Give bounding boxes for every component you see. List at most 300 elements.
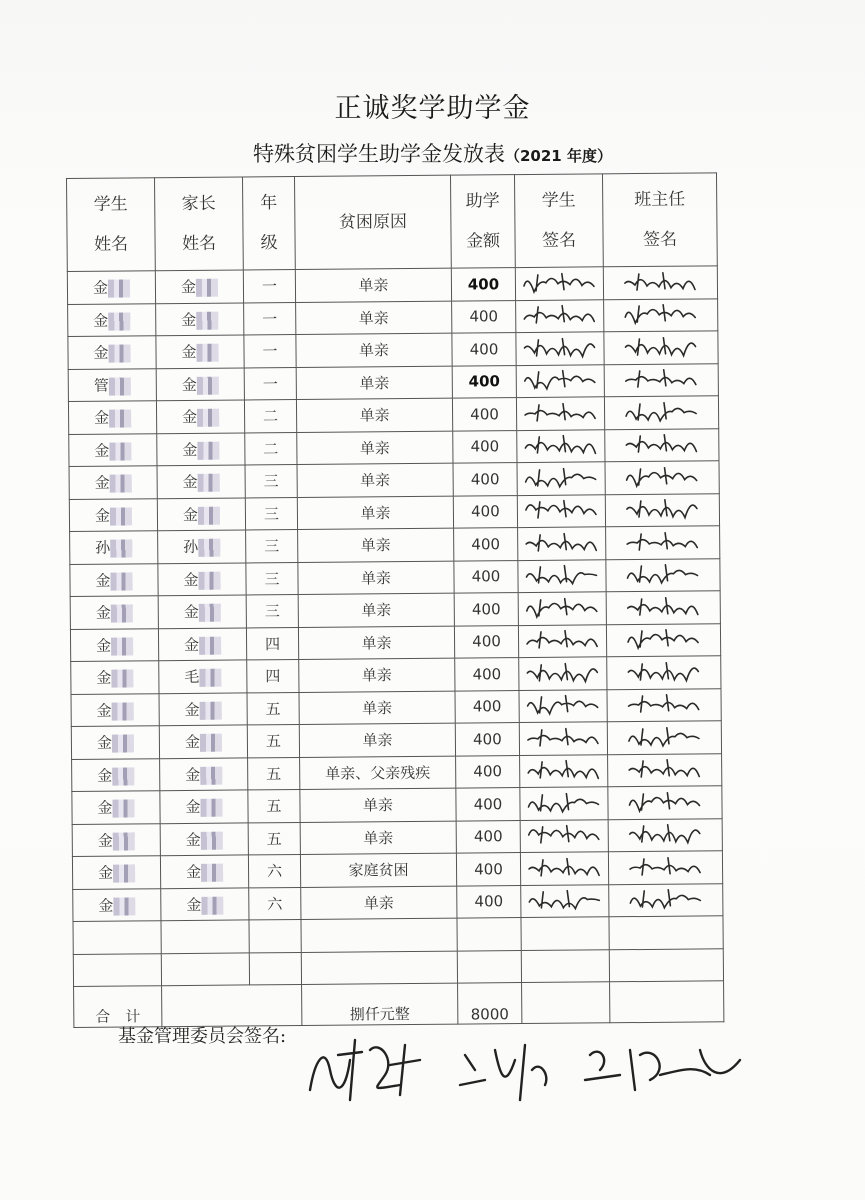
student-name-cell-text: 管 bbox=[93, 376, 109, 395]
redaction-mosaic bbox=[112, 767, 134, 785]
column-header-text: 家长 bbox=[181, 193, 216, 214]
grade-cell-text: 四 bbox=[264, 634, 281, 654]
poverty-reason-cell bbox=[298, 626, 454, 660]
student-signature-cell bbox=[520, 754, 608, 787]
aid-amount-cell bbox=[452, 300, 516, 333]
aid-amount-cell bbox=[456, 853, 520, 886]
aid-amount-cell bbox=[452, 365, 516, 398]
parent-name-cell-text: 金 bbox=[184, 733, 201, 752]
grade-cell-text: 一 bbox=[262, 309, 278, 329]
empty-cell bbox=[73, 921, 161, 954]
parent-name-cell-text: 金 bbox=[185, 798, 201, 817]
redaction-mosaic bbox=[196, 344, 218, 362]
teacher-signature-cell bbox=[608, 786, 722, 819]
empty-cell bbox=[609, 948, 723, 981]
redaction-mosaic bbox=[198, 571, 220, 589]
aid-amount-cell bbox=[456, 820, 520, 853]
column-header bbox=[294, 175, 451, 269]
aid-amount-cell bbox=[452, 333, 516, 366]
poverty-reason-cell-text: 家庭贫困 bbox=[348, 861, 409, 880]
parent-name-cell bbox=[158, 530, 246, 563]
redaction-mosaic bbox=[111, 605, 133, 623]
redaction-mosaic bbox=[110, 507, 132, 525]
poverty-reason-cell bbox=[296, 398, 452, 432]
empty-cell bbox=[249, 919, 301, 952]
student-signature-cell bbox=[517, 462, 605, 495]
grade-cell bbox=[244, 302, 296, 335]
handwritten-signature bbox=[621, 560, 705, 587]
student-name-cell bbox=[69, 466, 157, 499]
teacher-signature-cell bbox=[604, 331, 718, 364]
handwritten-signature bbox=[623, 755, 707, 782]
student-signature-cell bbox=[519, 722, 607, 755]
grade-cell bbox=[245, 464, 297, 497]
column-header bbox=[155, 177, 244, 271]
parent-name-cell bbox=[159, 725, 247, 758]
student-signature-cell bbox=[519, 657, 607, 690]
teacher-signature-cell bbox=[606, 623, 720, 656]
handwritten-signature bbox=[620, 495, 704, 522]
handwritten-signature bbox=[518, 333, 602, 360]
grade-cell bbox=[247, 724, 299, 757]
student-name-cell-text: 金 bbox=[97, 831, 113, 850]
student-name-cell-text: 金 bbox=[98, 896, 114, 915]
poverty-reason-cell-text: 单亲、父亲残疾 bbox=[325, 763, 431, 783]
aid-amount-cell-text: 400 bbox=[472, 664, 502, 684]
student-name-cell bbox=[68, 303, 156, 336]
parent-name-cell-text: 金 bbox=[182, 440, 198, 459]
teacher-signature-cell bbox=[608, 753, 722, 786]
student-signature-cell bbox=[520, 852, 608, 885]
aid-amount-cell-text: 400 bbox=[469, 307, 499, 326]
poverty-reason-cell bbox=[296, 333, 452, 367]
handwritten-signature bbox=[522, 756, 606, 783]
poverty-reason-cell-text: 单亲 bbox=[360, 536, 391, 555]
total-amount-words-cell-text: 捌仟元整 bbox=[349, 1005, 410, 1024]
redaction-mosaic bbox=[110, 540, 132, 558]
redaction-mosaic bbox=[108, 345, 130, 363]
redaction-mosaic bbox=[200, 766, 222, 784]
poverty-reason-cell-text: 单亲 bbox=[363, 893, 394, 913]
grade-cell-text: 一 bbox=[262, 342, 278, 361]
poverty-reason-cell-text: 单亲 bbox=[360, 471, 391, 490]
redaction-mosaic bbox=[110, 572, 132, 590]
redaction-mosaic bbox=[110, 475, 132, 493]
student-signature-cell bbox=[516, 299, 604, 332]
parent-name-cell bbox=[158, 627, 246, 660]
handwritten-signature bbox=[519, 496, 603, 523]
column-header-text: 级 bbox=[260, 233, 278, 254]
redaction-mosaic bbox=[197, 409, 219, 427]
grade-cell bbox=[249, 887, 301, 920]
handwritten-signature bbox=[519, 463, 603, 490]
handwritten-signature bbox=[619, 365, 703, 392]
parent-name-cell-text: 金 bbox=[185, 830, 201, 849]
handwritten-signature bbox=[622, 690, 706, 717]
document-subtitle bbox=[0, 138, 865, 168]
total-amount-cell bbox=[458, 983, 522, 1025]
poverty-reason-cell bbox=[297, 463, 453, 497]
redaction-mosaic bbox=[111, 637, 133, 655]
grade-cell bbox=[244, 399, 296, 432]
parent-name-cell-text: 金 bbox=[184, 700, 200, 719]
parent-name-cell bbox=[157, 465, 245, 498]
column-header bbox=[450, 175, 515, 269]
redaction-mosaic bbox=[197, 376, 219, 394]
parent-name-cell bbox=[161, 887, 249, 920]
teacher-signature-cell bbox=[603, 266, 717, 299]
poverty-reason-cell bbox=[298, 561, 454, 595]
teacher-signature-cell bbox=[609, 883, 723, 916]
redaction-mosaic bbox=[199, 636, 221, 654]
teacher-signature-cell bbox=[608, 818, 722, 851]
redaction-mosaic bbox=[201, 864, 223, 882]
column-header bbox=[602, 173, 717, 267]
parent-name-cell-text: 金 bbox=[181, 375, 197, 394]
teacher-signature-cell bbox=[607, 721, 721, 754]
redaction-mosaic bbox=[198, 539, 220, 557]
handwritten-signature bbox=[621, 527, 705, 554]
parent-name-cell bbox=[160, 790, 248, 823]
parent-name-cell-text: 金 bbox=[183, 570, 199, 589]
aid-amount-cell bbox=[455, 658, 519, 691]
parent-name-cell bbox=[159, 660, 247, 693]
total-empty-cell bbox=[610, 981, 724, 1023]
student-name-cell bbox=[70, 563, 158, 596]
redaction-mosaic bbox=[198, 474, 220, 492]
total-amount-words-cell bbox=[302, 983, 458, 1025]
parent-name-cell-text: 金 bbox=[186, 895, 202, 914]
handwritten-signature bbox=[623, 852, 707, 879]
poverty-reason-cell bbox=[298, 593, 454, 627]
column-header-text: 签名 bbox=[642, 229, 678, 250]
redaction-mosaic bbox=[113, 897, 135, 915]
handwritten-signature bbox=[523, 886, 607, 913]
redaction-mosaic bbox=[112, 800, 134, 818]
student-name-cell bbox=[71, 693, 159, 726]
poverty-reason-cell bbox=[295, 268, 451, 302]
student-name-cell bbox=[68, 401, 156, 434]
grade-cell-text: 六 bbox=[266, 862, 283, 881]
student-name-cell-text: 金 bbox=[94, 506, 111, 525]
poverty-reason-cell-text: 单亲 bbox=[358, 308, 389, 328]
student-name-cell-text: 金 bbox=[94, 473, 110, 493]
redaction-mosaic bbox=[199, 604, 221, 622]
aid-amount-cell bbox=[454, 560, 518, 593]
student-name-cell bbox=[69, 433, 157, 466]
parent-name-cell bbox=[156, 367, 244, 400]
student-name-cell bbox=[67, 271, 155, 304]
aid-amount-cell bbox=[457, 885, 521, 918]
handwritten-signature bbox=[623, 820, 707, 847]
redaction-mosaic bbox=[111, 670, 133, 688]
aid-amount-cell bbox=[454, 593, 518, 626]
redaction-mosaic bbox=[201, 831, 223, 849]
teacher-signature-cell bbox=[606, 558, 720, 591]
parent-name-cell bbox=[155, 270, 243, 303]
parent-name-cell-text: 金 bbox=[182, 505, 199, 524]
student-name-cell bbox=[68, 368, 156, 401]
poverty-reason-cell-text: 单亲 bbox=[360, 568, 392, 588]
empty-cell bbox=[457, 918, 521, 951]
student-name-cell bbox=[72, 856, 160, 889]
grade-cell bbox=[248, 822, 300, 855]
poverty-reason-cell-text: 单亲 bbox=[362, 796, 394, 815]
parent-name-cell bbox=[156, 302, 244, 335]
handwritten-signature bbox=[520, 561, 604, 588]
aid-amount-cell-text: 400 bbox=[473, 729, 502, 749]
redaction-mosaic bbox=[196, 311, 218, 329]
student-signature-cell bbox=[520, 787, 608, 820]
aid-distribution-table bbox=[66, 172, 724, 1028]
poverty-reason-cell-text: 单亲 bbox=[363, 828, 394, 848]
student-signature-cell bbox=[518, 592, 606, 625]
subtitle-year: （2021 年度） bbox=[505, 147, 612, 165]
aid-amount-cell-text: 400 bbox=[467, 274, 500, 294]
parent-name-cell-text: 金 bbox=[182, 473, 198, 492]
aid-amount-cell-text: 400 bbox=[471, 567, 501, 586]
handwritten-signature bbox=[623, 787, 707, 814]
aid-amount-cell bbox=[453, 463, 517, 496]
aid-amount-cell-text: 400 bbox=[469, 339, 499, 359]
redaction-mosaic bbox=[109, 410, 131, 428]
total-empty-cell bbox=[162, 984, 302, 1026]
grade-cell bbox=[248, 854, 300, 887]
grade-cell bbox=[246, 627, 298, 660]
poverty-reason-cell bbox=[296, 301, 452, 335]
handwritten-signature bbox=[619, 332, 703, 359]
column-header-text: 签名 bbox=[541, 230, 577, 251]
teacher-signature-cell bbox=[607, 688, 721, 721]
handwritten-signature bbox=[522, 821, 606, 848]
aid-amount-cell bbox=[456, 755, 520, 788]
handwritten-signature bbox=[522, 788, 606, 815]
grade-cell bbox=[248, 757, 300, 790]
empty-cell bbox=[457, 950, 521, 983]
student-signature-cell bbox=[516, 364, 604, 397]
parent-name-cell bbox=[160, 822, 248, 855]
redaction-mosaic bbox=[108, 280, 130, 298]
aid-amount-cell-text: 400 bbox=[473, 794, 503, 814]
poverty-reason-cell-text: 单亲 bbox=[362, 698, 393, 718]
student-name-cell-text: 金 bbox=[96, 668, 112, 688]
column-header bbox=[514, 174, 603, 268]
student-name-cell bbox=[73, 888, 161, 921]
poverty-reason-cell bbox=[300, 756, 456, 790]
grade-cell bbox=[246, 562, 298, 595]
grade-cell-text: 五 bbox=[265, 732, 282, 751]
handwritten-signature bbox=[518, 301, 602, 328]
teacher-signature-cell bbox=[604, 396, 718, 429]
poverty-reason-cell-text: 单亲 bbox=[359, 406, 390, 425]
column-header-text: 姓名 bbox=[93, 234, 129, 255]
teacher-signature-cell bbox=[608, 851, 722, 884]
total-amount-cell-text: 8000 bbox=[470, 1005, 509, 1024]
handwritten-signature bbox=[518, 398, 602, 425]
aid-amount-cell-text: 400 bbox=[472, 697, 502, 716]
handwritten-signature bbox=[521, 723, 605, 750]
aid-amount-cell-text: 400 bbox=[473, 827, 503, 846]
column-header-text: 学生 bbox=[541, 190, 576, 211]
student-name-cell bbox=[70, 628, 158, 661]
redaction-mosaic bbox=[109, 442, 131, 460]
student-signature-cell bbox=[518, 559, 606, 592]
aid-amount-cell-text: 400 bbox=[474, 892, 504, 911]
subtitle-text: 特殊贫困学生助学金发放表 bbox=[253, 142, 505, 166]
grade-cell bbox=[246, 529, 298, 562]
column-header-text: 贫困原因 bbox=[338, 212, 407, 233]
handwritten-signature bbox=[620, 430, 704, 457]
parent-name-cell-text: 毛 bbox=[184, 668, 200, 687]
grade-cell-text: 五 bbox=[266, 829, 282, 849]
handwritten-signature bbox=[521, 658, 605, 685]
aid-amount-cell bbox=[453, 430, 517, 463]
grade-cell bbox=[244, 367, 296, 400]
empty-cell bbox=[161, 952, 249, 985]
parent-name-cell-text: 金 bbox=[180, 278, 197, 297]
handwritten-signature bbox=[517, 268, 601, 295]
student-name-cell bbox=[70, 596, 158, 629]
student-name-cell bbox=[70, 531, 158, 564]
redaction-mosaic bbox=[200, 701, 222, 719]
redaction-mosaic bbox=[113, 865, 135, 883]
handwritten-signature bbox=[520, 528, 604, 555]
redaction-mosaic bbox=[199, 669, 221, 687]
grade-cell bbox=[246, 594, 298, 627]
column-header-text: 金额 bbox=[465, 231, 501, 252]
poverty-reason-cell bbox=[300, 788, 456, 822]
poverty-reason-cell-text: 单亲 bbox=[361, 666, 392, 685]
student-name-cell-text: 金 bbox=[97, 766, 113, 785]
parent-name-cell-text: 金 bbox=[185, 863, 202, 882]
poverty-reason-cell bbox=[298, 528, 454, 562]
column-header bbox=[242, 177, 295, 270]
aid-amount-cell-text: 400 bbox=[468, 372, 501, 391]
grade-cell bbox=[247, 659, 299, 692]
teacher-signature-cell bbox=[605, 428, 719, 461]
student-name-cell-text: 金 bbox=[93, 343, 109, 363]
student-signature-cell bbox=[515, 267, 603, 300]
redaction-mosaic bbox=[200, 734, 222, 752]
poverty-reason-cell bbox=[297, 431, 453, 465]
parent-name-cell-text: 金 bbox=[181, 310, 197, 329]
column-header-text: 助学 bbox=[465, 191, 500, 212]
student-name-cell-text: 金 bbox=[94, 441, 110, 460]
handwritten-signature bbox=[619, 300, 703, 327]
grade-cell-text: 三 bbox=[263, 472, 279, 491]
redaction-mosaic bbox=[197, 441, 219, 459]
committee-handwritten-signatures bbox=[300, 1030, 760, 1110]
student-signature-cell bbox=[517, 494, 605, 527]
aid-amount-cell bbox=[454, 528, 518, 561]
grade-cell-text: 五 bbox=[266, 764, 282, 784]
parent-name-cell bbox=[156, 400, 244, 433]
student-name-cell bbox=[68, 336, 156, 369]
aid-amount-cell bbox=[451, 268, 515, 301]
table-body bbox=[67, 266, 724, 1028]
parent-name-cell-text: 金 bbox=[183, 635, 200, 654]
student-name-cell bbox=[69, 498, 157, 531]
aid-amount-cell-text: 400 bbox=[470, 404, 499, 424]
document-title: 正诚奖学助学金 bbox=[334, 93, 531, 124]
teacher-signature-cell bbox=[605, 493, 719, 526]
student-name-cell bbox=[72, 791, 160, 824]
empty-cell bbox=[609, 916, 723, 949]
redaction-mosaic bbox=[200, 799, 222, 817]
parent-name-cell-text: 金 bbox=[183, 603, 199, 622]
poverty-reason-cell-text: 单亲 bbox=[358, 341, 390, 360]
grade-cell bbox=[247, 692, 299, 725]
handwritten-signature bbox=[520, 626, 604, 653]
aid-amount-cell-text: 400 bbox=[470, 437, 500, 456]
redaction-mosaic bbox=[109, 377, 131, 395]
poverty-reason-cell-text: 单亲 bbox=[359, 438, 390, 458]
student-name-cell bbox=[71, 726, 159, 759]
column-header bbox=[67, 178, 156, 272]
redaction-mosaic bbox=[198, 506, 220, 524]
student-name-cell bbox=[71, 661, 159, 694]
teacher-signature-cell bbox=[606, 591, 720, 624]
column-header-text: 年 bbox=[260, 193, 278, 214]
parent-name-cell-text: 金 bbox=[181, 408, 198, 427]
student-name-cell-text: 金 bbox=[95, 603, 111, 623]
student-name-cell-text: 金 bbox=[96, 701, 112, 720]
aid-amount-cell bbox=[455, 723, 519, 756]
aid-amount-cell-text: 400 bbox=[474, 859, 503, 879]
grade-cell-text: 五 bbox=[265, 699, 281, 719]
empty-cell bbox=[521, 949, 609, 982]
student-name-cell-text: 金 bbox=[95, 571, 111, 590]
student-name-cell bbox=[72, 823, 160, 856]
teacher-signature-cell bbox=[604, 363, 718, 396]
teacher-signature-cell bbox=[607, 656, 721, 689]
parent-name-cell bbox=[160, 855, 248, 888]
redaction-mosaic bbox=[112, 735, 134, 753]
parent-name-cell bbox=[159, 692, 247, 725]
handwritten-signature bbox=[622, 722, 706, 749]
grade-cell-text: 六 bbox=[267, 894, 283, 914]
handwritten-signature bbox=[520, 593, 604, 620]
student-name-cell-text: 金 bbox=[97, 798, 113, 817]
redaction-mosaic bbox=[108, 312, 130, 330]
handwritten-signature bbox=[621, 625, 705, 652]
poverty-reason-cell-text: 单亲 bbox=[362, 731, 393, 750]
handwritten-signature bbox=[519, 431, 603, 458]
grade-cell-text: 五 bbox=[266, 797, 282, 816]
student-signature-cell bbox=[516, 397, 604, 430]
grade-cell bbox=[248, 789, 300, 822]
poverty-reason-cell-text: 单亲 bbox=[359, 373, 390, 393]
grade-cell-text: 三 bbox=[264, 602, 280, 621]
aid-amount-cell bbox=[454, 625, 518, 658]
parent-name-cell-text: 金 bbox=[185, 765, 201, 784]
aid-amount-cell-text: 400 bbox=[471, 534, 501, 554]
grade-cell bbox=[244, 334, 296, 367]
committee-signature-label: 基金管理委员会签名: bbox=[118, 1026, 287, 1047]
student-signature-cell bbox=[517, 429, 605, 462]
grade-cell-text: 一 bbox=[262, 374, 278, 394]
parent-name-cell-text: 孙 bbox=[183, 538, 199, 557]
student-signature-cell bbox=[516, 332, 604, 365]
redaction-mosaic bbox=[113, 832, 135, 850]
handwritten-signature bbox=[619, 397, 703, 424]
poverty-reason-cell bbox=[297, 496, 453, 530]
student-name-cell-text: 金 bbox=[95, 636, 112, 655]
poverty-reason-cell bbox=[300, 853, 456, 887]
student-name-cell-text: 金 bbox=[97, 863, 114, 882]
empty-cell bbox=[73, 953, 161, 986]
handwritten-signature bbox=[620, 462, 704, 489]
